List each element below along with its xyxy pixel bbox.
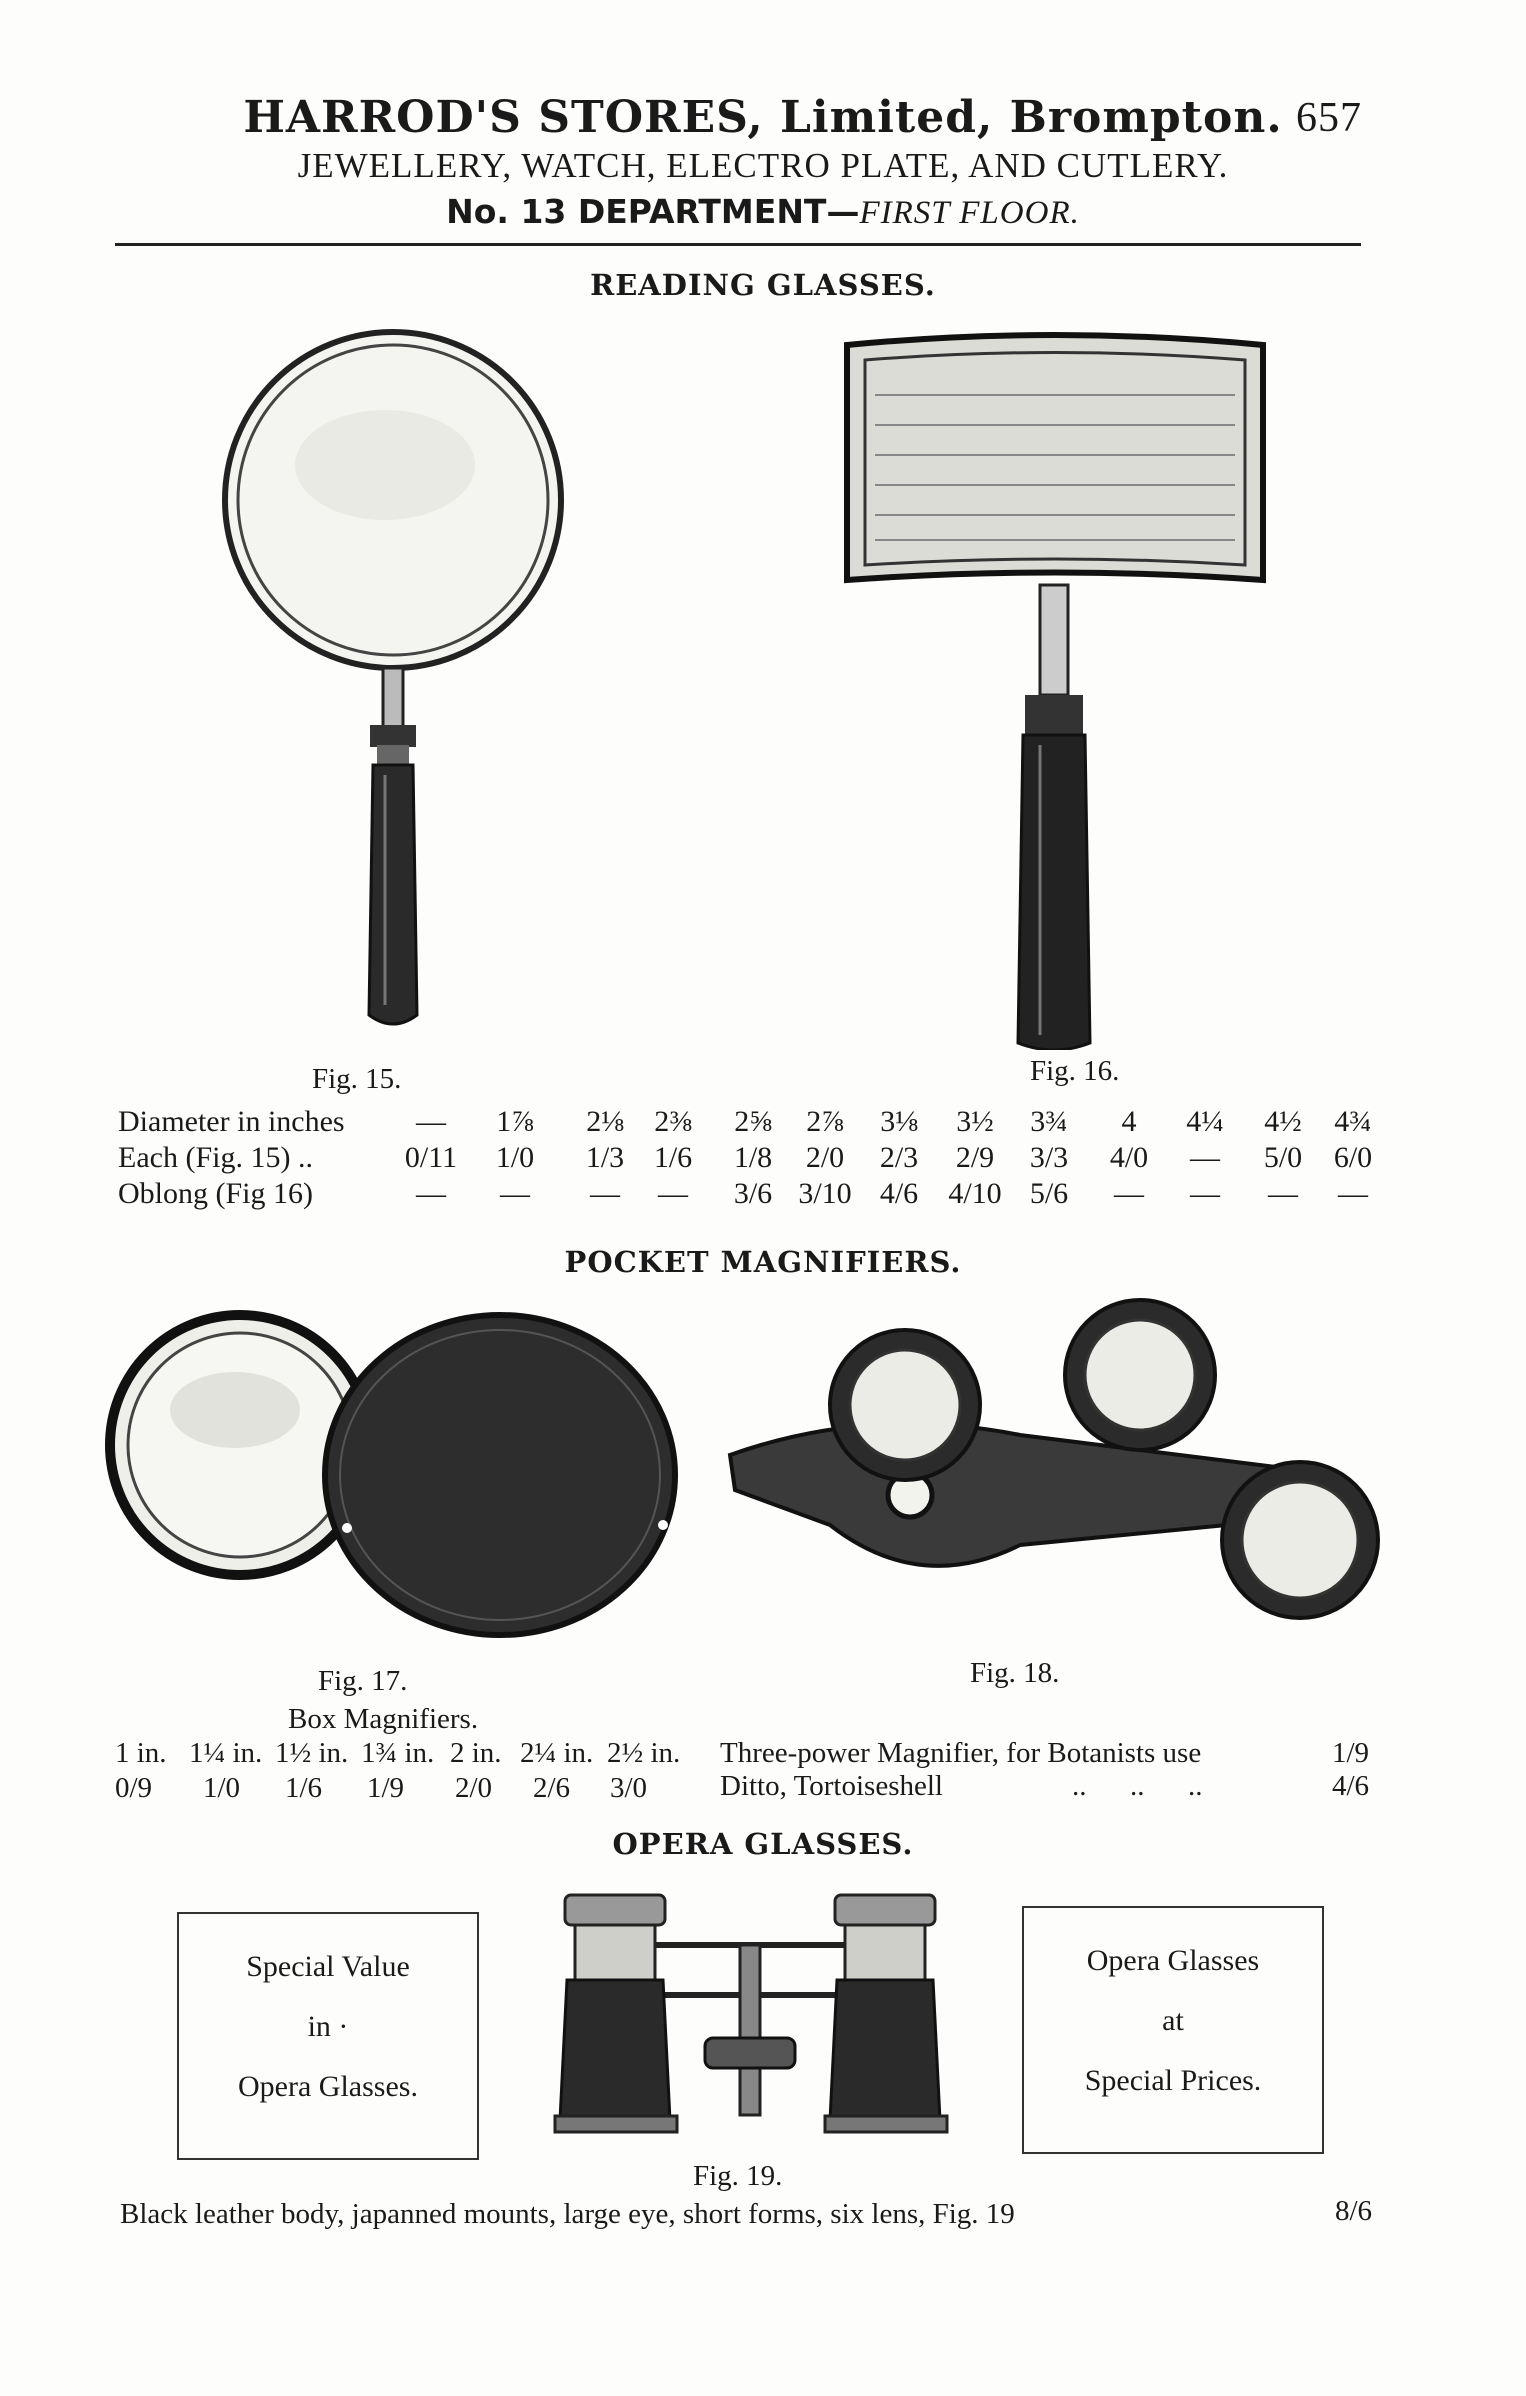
pocket-magnifiers-heading: POCKET MAGNIFIERS. <box>564 1245 962 1279</box>
row-label: Diameter in inches <box>118 1105 345 1138</box>
table-cell: — <box>500 1177 530 1210</box>
box-magnifier-fig17-icon <box>95 1300 705 1670</box>
table-cell: 4¾ <box>1334 1105 1372 1138</box>
table-cell: — <box>1190 1177 1220 1210</box>
table-cell: 4/0 <box>1109 1141 1149 1174</box>
store-title <box>0 92 1526 143</box>
store-subtitle: JEWELLERY, WATCH, ELECTRO PLATE, AND CUTLERY. <box>297 146 1229 185</box>
table-cell: 5/0 <box>1263 1141 1303 1174</box>
price-cell: 2/6 <box>533 1772 571 1804</box>
table-cell: 1⅞ <box>496 1105 534 1138</box>
three-power-price: 1/9 <box>1332 1737 1370 1769</box>
size-cell: 1½ in. <box>275 1737 349 1769</box>
price-cell: 1/9 <box>367 1772 405 1804</box>
store-title-text: HARROD'S STORES, Limited, Brompton. <box>243 92 1283 143</box>
box-magnifiers-title: Box Magnifiers. <box>288 1703 479 1735</box>
opera-glasses-fig19-icon <box>545 1890 965 2140</box>
oblong-magnifier-fig16-icon <box>835 325 1275 1050</box>
page-number: 657 <box>1296 95 1362 141</box>
table-cell: — <box>416 1177 446 1210</box>
fig15-caption: Fig. 15. <box>312 1063 402 1095</box>
magnifier-fig15-icon <box>205 325 585 1045</box>
floor-label: FIRST FLOOR. <box>859 195 1080 231</box>
fig17-caption: Fig. 17. <box>318 1665 408 1697</box>
department-line <box>0 192 1526 232</box>
price-cell: 2/0 <box>455 1772 493 1804</box>
table-cell: 4/6 <box>879 1177 919 1210</box>
special-prices-box <box>1022 1906 1324 2154</box>
table-cell: — <box>1338 1177 1368 1210</box>
table-cell: 1/8 <box>733 1141 773 1174</box>
price-cell: 1/6 <box>285 1772 323 1804</box>
table-cell: — <box>658 1177 688 1210</box>
size-cell: 1 in. <box>115 1737 167 1769</box>
price-cell: 1/0 <box>203 1772 241 1804</box>
table-cell: 2/9 <box>955 1141 995 1174</box>
fig18-caption: Fig. 18. <box>970 1657 1060 1689</box>
fig16-caption: Fig. 16. <box>1030 1055 1120 1087</box>
table-cell: 3/3 <box>1029 1141 1069 1174</box>
department-label: No. 13 DEPARTMENT— <box>446 192 860 231</box>
row-label: Each (Fig. 15) .. <box>118 1141 313 1174</box>
table-cell: 2⅝ <box>734 1105 772 1138</box>
tortoiseshell-label: Ditto, Tortoiseshell <box>720 1770 943 1802</box>
table-cell: — <box>1268 1177 1298 1210</box>
reading-glasses-price-table <box>0 1105 1526 1225</box>
tortoiseshell-price: 4/6 <box>1332 1770 1370 1802</box>
table-cell: 4 <box>1121 1105 1137 1138</box>
opera-glasses-price: 8/6 <box>1335 2195 1373 2227</box>
table-cell: 4/10 <box>948 1177 1002 1210</box>
table-cell: — <box>590 1177 620 1210</box>
table-cell: 1/6 <box>653 1141 693 1174</box>
opera-glasses-heading: OPERA GLASSES. <box>612 1827 914 1861</box>
table-cell: 4½ <box>1264 1105 1302 1138</box>
box-line: Opera Glasses <box>1086 1944 1260 1977</box>
reading-glasses-heading: READING GLASSES. <box>590 268 936 302</box>
table-cell: 0/11 <box>404 1141 458 1174</box>
box-magnifier-prices <box>115 1772 715 1806</box>
table-cell: 2/3 <box>879 1141 919 1174</box>
size-cell: 1¼ in. <box>189 1737 263 1769</box>
fig19-caption: Fig. 19. <box>693 2160 783 2192</box>
table-cell: 1/0 <box>495 1141 535 1174</box>
tortoiseshell-leader-dots: .. .. .. <box>1072 1770 1203 1802</box>
box-line: Special Prices. <box>1084 2064 1262 2097</box>
box-line: at <box>1162 2004 1184 2037</box>
table-cell: 5/6 <box>1029 1177 1069 1210</box>
box-line: in · <box>307 2010 349 2043</box>
three-power-label: Three-power Magnifier, for Botanists use <box>720 1737 1202 1769</box>
size-cell: 2½ in. <box>607 1737 681 1769</box>
table-cell: 2⅛ <box>586 1105 624 1138</box>
size-cell: 1¾ in. <box>361 1737 435 1769</box>
price-cell: 3/0 <box>610 1772 648 1804</box>
table-cell: 4¼ <box>1186 1105 1224 1138</box>
table-cell: 3⅛ <box>880 1105 918 1138</box>
special-value-box <box>177 1912 479 2160</box>
table-cell: 3/10 <box>798 1177 852 1210</box>
opera-glasses-description: Black leather body, japanned mounts, large eye, short forms, six lens, Fig. 19 <box>120 2198 1015 2230</box>
header-rule <box>115 243 1361 246</box>
table-cell: 1/3 <box>585 1141 625 1174</box>
table-cell: — <box>1190 1141 1220 1174</box>
size-cell: 2 in. <box>450 1737 502 1769</box>
box-magnifier-sizes <box>115 1737 715 1771</box>
table-cell: — <box>416 1105 446 1138</box>
table-cell: — <box>1114 1177 1144 1210</box>
table-cell: 2⅜ <box>654 1105 692 1138</box>
table-cell: 3¾ <box>1030 1105 1068 1138</box>
table-cell: 2/0 <box>805 1141 845 1174</box>
box-line: Special Value <box>246 1950 410 1983</box>
box-line: Opera Glasses. <box>238 2070 418 2103</box>
table-cell: 3½ <box>956 1105 994 1138</box>
size-cell: 2¼ in. <box>520 1737 594 1769</box>
row-label: Oblong (Fig 16) <box>118 1177 313 1210</box>
table-cell: 3/6 <box>733 1177 773 1210</box>
three-power-magnifier-fig18-icon <box>720 1295 1400 1660</box>
price-cell: 0/9 <box>115 1772 153 1804</box>
table-cell: 2⅞ <box>806 1105 844 1138</box>
table-cell: 6/0 <box>1333 1141 1373 1174</box>
